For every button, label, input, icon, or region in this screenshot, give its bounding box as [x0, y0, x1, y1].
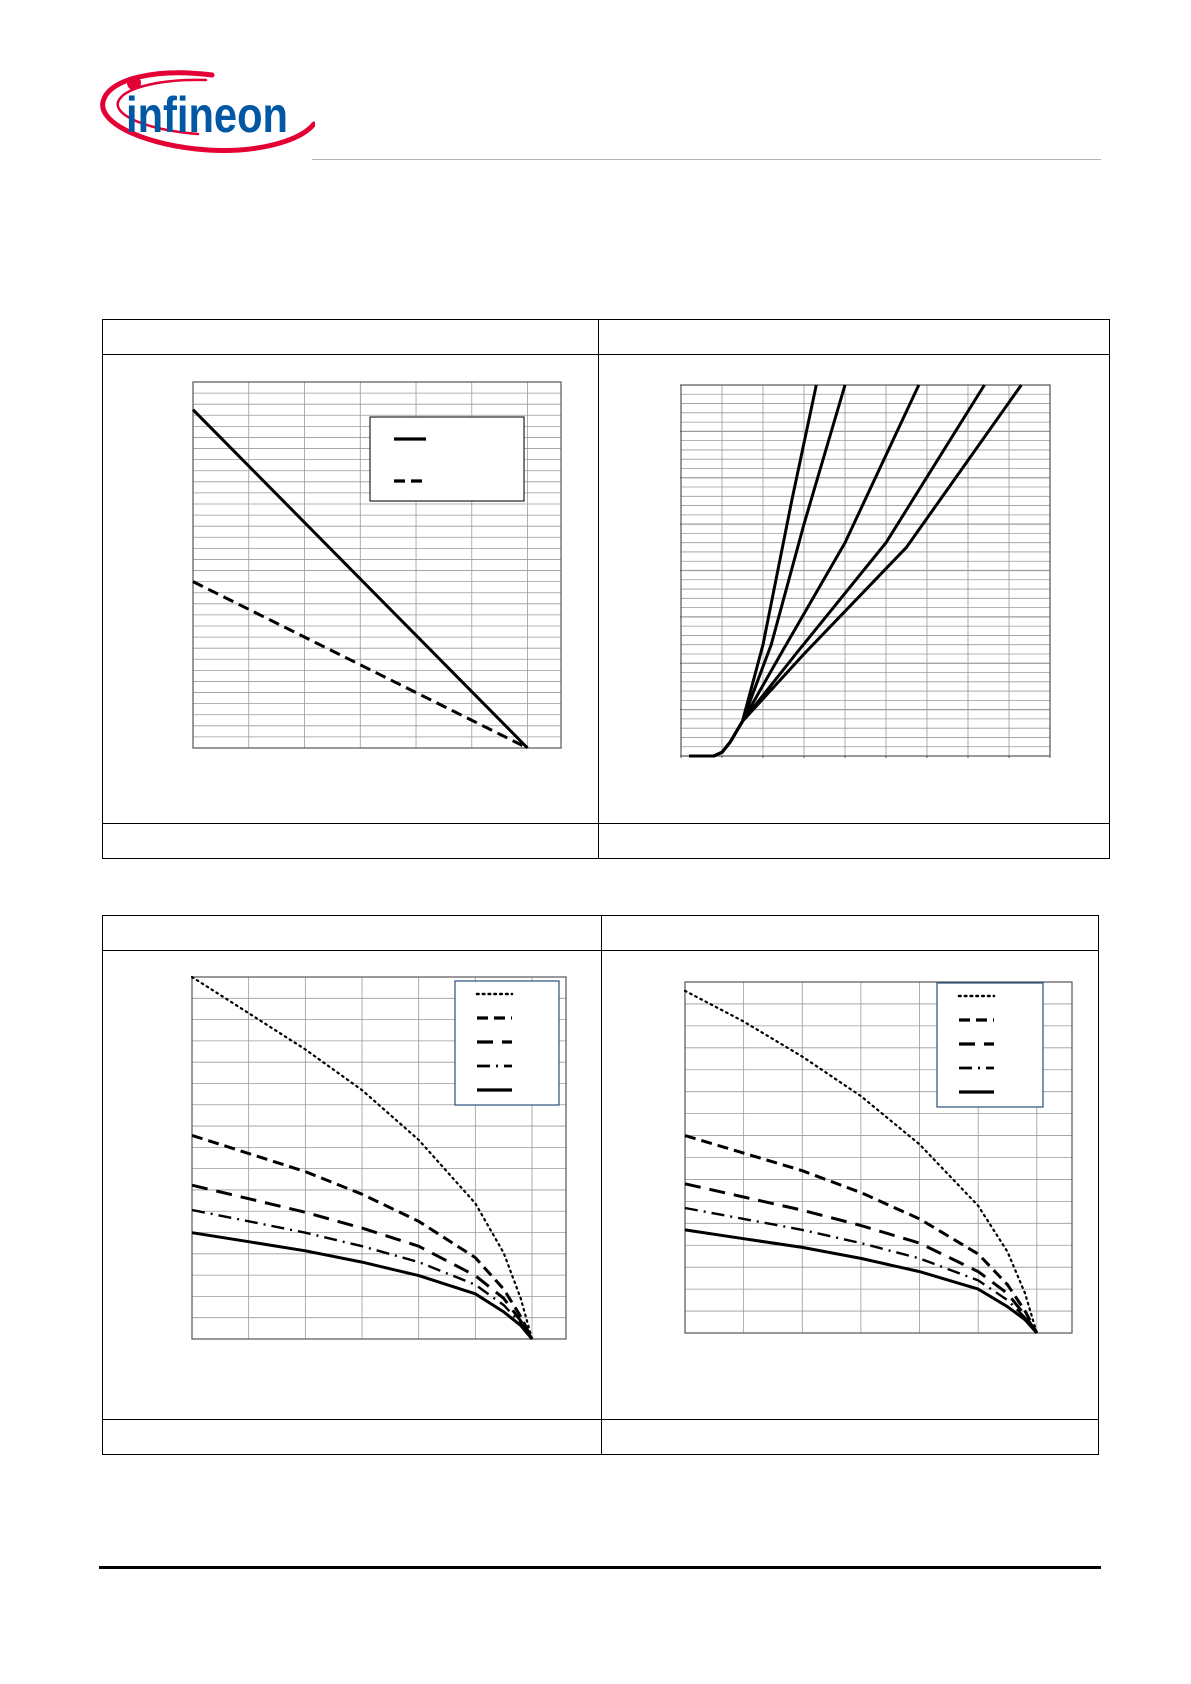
- chart-2-grid: [680, 385, 1050, 758]
- chart-1-legend: [370, 417, 524, 501]
- footer-rule: [99, 1566, 1101, 1569]
- table1-footer-right: [598, 823, 1110, 859]
- chart-3-panel: [191, 975, 568, 1341]
- table1-footer-left: [102, 823, 599, 859]
- chart-1: [192, 380, 562, 750]
- chart-4-legend: [937, 983, 1043, 1107]
- header-rule: [312, 159, 1101, 160]
- table2-footer-right: [601, 1419, 1099, 1455]
- table2-header-left: [102, 915, 602, 951]
- chart-2: [680, 383, 1052, 758]
- infineon-logo-graphic: [100, 68, 315, 164]
- table1-header-left: [102, 319, 599, 355]
- table2-header-right: [601, 915, 1099, 951]
- table2-footer-left: [102, 1419, 602, 1455]
- logo-wordmark: infineon: [126, 87, 288, 143]
- chart-3-legend: [455, 981, 559, 1105]
- chart-4-panel: [684, 980, 1074, 1335]
- chart-2-panel: [680, 383, 1052, 758]
- infineon-logo: [100, 68, 315, 164]
- chart-4: [684, 980, 1074, 1335]
- legend-box: [370, 417, 524, 501]
- chart-1-panel: [192, 380, 562, 750]
- table1-header-right: [598, 319, 1110, 355]
- chart-3: [191, 975, 568, 1341]
